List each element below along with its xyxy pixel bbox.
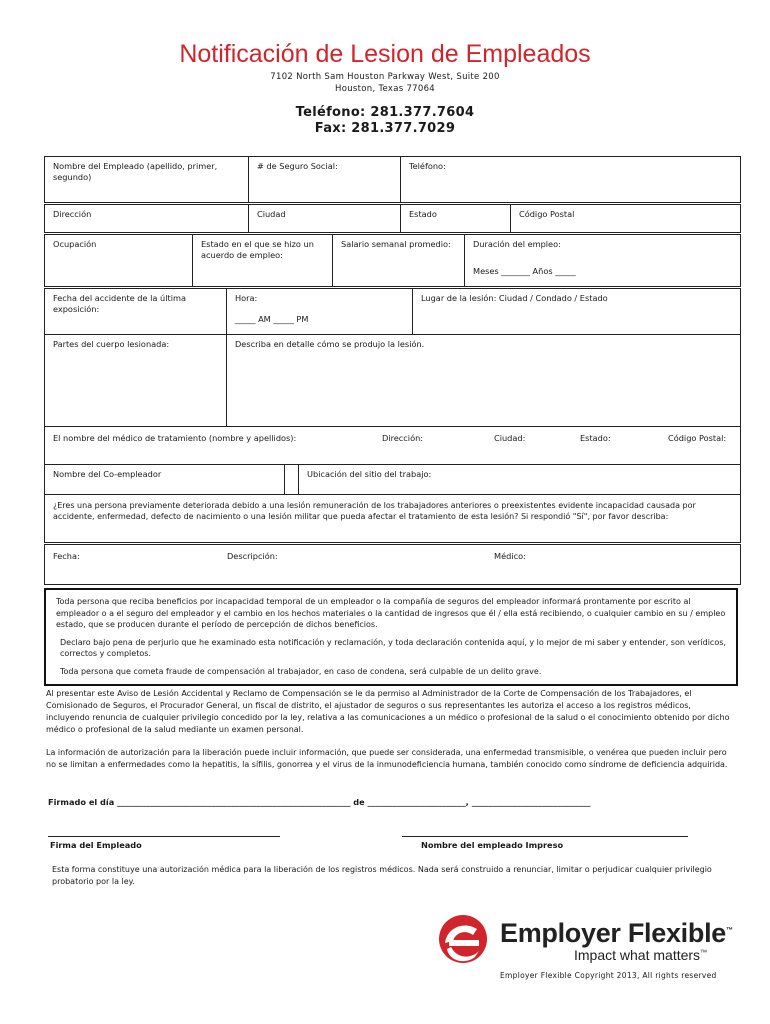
signed-on-line[interactable]: Firmado el día _________________________________________________________ de ________________________, _____________________________ [48,797,591,807]
ssn-field[interactable]: # de Seguro Social: [249,157,401,203]
injury-table [44,334,741,427]
employment-duration-field[interactable]: Duración del empleo: Meses _______ Años _____ [465,235,741,287]
occupation-table [44,234,741,287]
prior-treatment-table [44,544,741,585]
previous-injury-field[interactable]: ¿Eres una persona previamente deteriorada debido a una lesión remuneración de los trabajadores anteriores o preexistentes evidente incapacidad causada por accidente, enfermedad, defecto de nacimiento o una lesión militar que pueda afectar el tratamiento de esta lesión? Si respondió "Sí", por favor describa: [45,495,741,543]
body-parts-field[interactable]: Partes del cuerpo lesionada: [45,335,227,427]
authorization-paragraph-2: La información de autorización para la liberación puede incluir información, que puede ser considerada, una enfermedad transmisible, o venérea que pueden incluir pero no se limitan a enfermedades como la hepatitis, la sífilis, gonorrea y el virus de la inmunodeficiencia humana, también conocido como síndrome de deficiencia adquirida. [46,748,728,769]
employee-info-table [44,156,741,203]
legal-notice-box [44,588,738,686]
closing-paragraph: Esta forma constituye una autorización médica para la liberación de los registros médicos. Nada será construido a renunciar, limitar o perjudicar cualquier privilegio probatorio por la ley. [52,865,712,886]
previous-injury-table [44,494,741,543]
doctor-field[interactable]: El nombre del médico de tratamiento (nombre y apellidos): Dirección: Ciudad: Estado: Código Postal: [45,427,741,465]
phone-number: Teléfono: 281.377.7604 [295,105,475,120]
signature-label: Firma del Empleado [50,840,142,850]
occupation-field[interactable]: Ocupación [45,235,193,287]
brand-tagline: Impact what matters™ [574,947,708,963]
fax-number: Fax: 281.377.7029 [314,121,456,136]
phone-field[interactable]: Teléfono: [401,157,741,203]
accident-date-field[interactable]: Fecha del accidente de la última exposición: [45,289,227,335]
address-line-1: 7102 North Sam Houston Parkway West, Suite 200 [270,72,500,82]
address-field[interactable]: Dirección [45,205,249,233]
employee-name-field[interactable]: Nombre del Empleado (apellido, primer, segundo) [45,157,249,203]
state-field[interactable]: Estado [401,205,511,233]
authorization-paragraph-1: Al presentar este Aviso de Lesión Accidental y Reclamo de Compensación se le da permiso al Administrador de la Corte de Compensación de los Trabajadores, el Comisionado de Seguros, el Procurador General, un fiscal de distrito, el ajustador de seguros o sus representantes les autoriza el acceso a los registros médicos, incluyendo renuncia de cualquier privilegio concedido por la ley, relativa a las comunicaciones a un médico o profesional de la salud o el conocimiento obtenido por dicho médico o profesional de la salud mediante un examen personal. [46,689,730,734]
zip-field[interactable]: Código Postal [511,205,741,233]
accident-table [44,288,741,335]
injury-location-field[interactable]: Lugar de la lesión: Ciudad / Condado / Estado [413,289,741,335]
weekly-wage-field[interactable]: Salario semanal promedio: [333,235,465,287]
notice-paragraph-2: Declaro bajo pena de perjurio que he examinado esta notificación y reclamación, y toda declaración contenida aquí, y lo mejor de mi saber y entender, son verídicos, correctos y completos. [60,637,726,659]
prior-treatment-field[interactable]: Fecha: Descripción: Médico: [45,545,741,585]
copyright: Employer Flexible Copyright 2013, All rights reserved [500,971,717,980]
coworker-field[interactable]: Nombre del Co-empleador [45,465,285,495]
hire-state-field[interactable]: Estado en el que se hizo un acuerdo de empleo: [193,235,333,287]
coworker-table [44,464,741,495]
divider-cell [285,465,299,495]
form-title: Notificación de Lesion de Empleados [179,40,591,68]
notice-paragraph-1: Toda persona que reciba beneficios por incapacidad temporal de un empleador o la compañía de seguros del empleador informará prontamente por escrito al empleador o a el seguro del empleador y el cambio en los hechos materiales o la cantidad de ingresos que él / ella está recibiendo, o cualquier cambio en su / empleo estado, que se producen durante el período de percepción de dichos beneficios. [56,597,726,630]
signature-line[interactable] [48,836,280,837]
describe-injury-field[interactable]: Describa en detalle cómo se produjo la lesión. [227,335,741,427]
address-line-2: Houston, Texas 77064 [335,84,435,94]
notice-paragraph-3: Toda persona que cometa fraude de compensación al trabajador, en caso de condena, será culpable de un delito grave. [60,666,542,676]
address-table [44,204,741,233]
brand-name: Employer Flexible™ [500,918,733,948]
city-field[interactable]: Ciudad [249,205,401,233]
doctor-table [44,426,741,465]
time-field[interactable]: Hora: _____ AM _____ PM [227,289,413,335]
printed-name-label: Nombre del empleado Impreso [421,840,564,850]
printed-name-line[interactable] [402,836,688,837]
worksite-field[interactable]: Ubicación del sitio del trabajo: [299,465,741,495]
